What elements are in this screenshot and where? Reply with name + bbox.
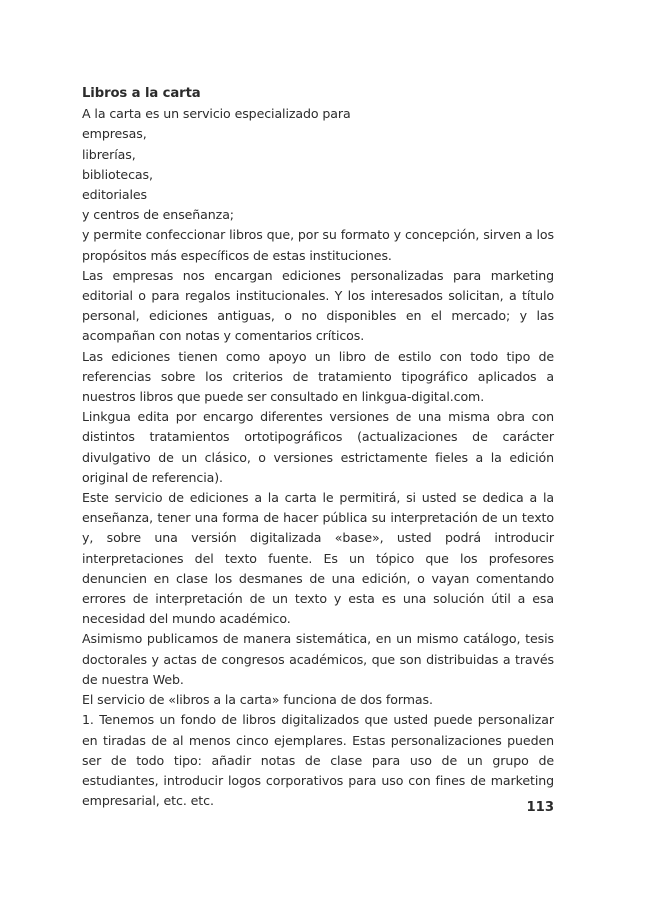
client-list-item: editoriales (82, 187, 147, 203)
paragraph: Las empresas nos encargan ediciones personalizadas para marketing editorial o para regalos institucionales. Y los interesados solicitan, a título personal, ediciones antiguas, o no disponibles en el mercado; y las acompañan con notas y comentarios críticos. (82, 267, 554, 344)
body-text (82, 84, 554, 811)
page-number: 113 (526, 800, 554, 815)
paragraph: Este servicio de ediciones a la carta le permitirá, si usted se dedica a la enseñanza, tener una forma de hacer pública su interpretación de un texto y, sobre una versión digitalizada «base», usted podrá introducir interpretaciones del texto fuente. Es un tópico que los profesores denuncien en clase los desmanes de una edición, o vayan comentando errores de interpretación de un texto y esta es una solución útil a esa necesidad del mundo académico. (82, 490, 554, 627)
paragraph: Las ediciones tienen como apoyo un libro de estilo con todo tipo de referencias sobre los criterios de tratamiento tipográfico aplicados a nuestros libros que puede ser consultado en linkgua-digital.com. (82, 348, 554, 405)
paragraph: y permite confeccionar libros que, por su formato y concepción, sirven a los propósitos más específicos de estas instituciones. (82, 227, 554, 263)
paragraph: Linkgua edita por encargo diferentes versiones de una misma obra con distintos tratamientos ortotipográficos (actualizaciones de carácter divulgativo de un clásico, o versiones estrictamente fieles a la edición original de referencia). (82, 409, 554, 485)
paragraph: Asimismo publicamos de manera sistemática, en un mismo catálogo, tesis doctorales y actas de congresos académicos, que son distribuidas a través de nuestra Web. (82, 631, 554, 687)
client-list-item: librerías, (82, 146, 136, 162)
client-list-item: y centros de enseñanza; (82, 207, 234, 223)
section-heading: Libros a la carta (82, 86, 201, 101)
paragraph: El servicio de «libros a la carta» funciona de dos formas. (82, 692, 433, 708)
paragraph: 1. Tenemos un fondo de libros digitalizados que usted puede personalizar en tiradas de al menos cinco ejemplares. Estas personalizaciones pueden ser de todo tipo: añadir notas de clase para uso de un grupo de estudiantes, introducir logos corporativos para uso con fines de marketing empresarial, etc. etc. (82, 712, 554, 809)
client-list-item: bibliotecas, (82, 166, 153, 182)
intro-line: A la carta es un servicio especializado para (82, 106, 351, 122)
client-list-item: empresas, (82, 126, 147, 142)
